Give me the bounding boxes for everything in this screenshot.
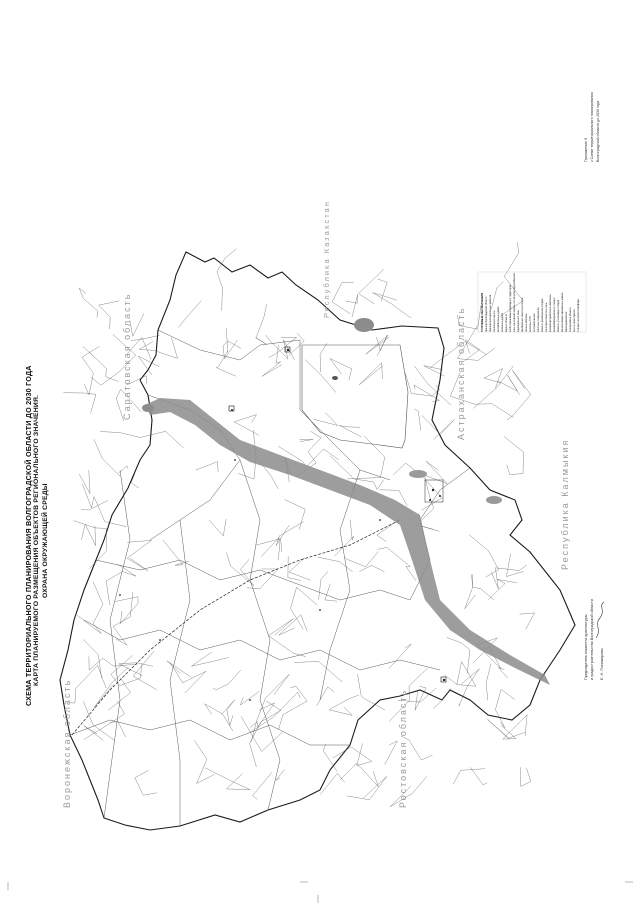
road-segment <box>131 335 160 340</box>
road-segment <box>213 670 241 690</box>
legend-item: объекты размещения отходов <box>541 298 544 332</box>
road-segment <box>192 652 229 666</box>
road-segment <box>261 538 279 561</box>
road-segment <box>253 772 273 799</box>
road-segment <box>333 743 372 765</box>
road-segment <box>319 571 329 599</box>
road-segment <box>226 328 227 352</box>
legend-item: берегоукрепление <box>565 311 568 332</box>
road-segment <box>63 393 96 414</box>
road-segment <box>234 415 259 436</box>
legend-item: мусороперегрузочные станции <box>553 297 556 332</box>
road-segment <box>266 335 295 360</box>
legend-item: полигоны ТБО <box>529 315 532 332</box>
road-segment <box>222 700 235 726</box>
legend-item: пункты мониторинга <box>573 309 576 332</box>
road-segment <box>465 574 476 608</box>
road-segment <box>110 722 126 737</box>
legend-item: населенные пункты <box>493 310 496 332</box>
legend-item: лесные массивы <box>525 313 528 332</box>
legend-item: автомобильные дороги <box>497 306 500 332</box>
road-segment <box>385 741 398 765</box>
appendix-line-2: к Схеме территориального планирования <box>590 92 594 162</box>
road-segment <box>113 592 133 645</box>
lake-small-4 <box>142 404 154 412</box>
road-segment <box>359 363 382 385</box>
legend-item: граница Волгоградской области <box>485 296 488 332</box>
legend-item: зоны санитарной охраны источников водоснабжения <box>513 273 516 332</box>
road-segment <box>359 269 384 304</box>
road-segment <box>205 704 233 731</box>
legend-item: очистные сооружения <box>537 307 540 332</box>
road-segment <box>269 337 297 357</box>
road-segment <box>506 553 524 576</box>
road-segment <box>170 663 206 693</box>
neighbor-label-kazakhstan: Республика Казахстан <box>322 200 331 318</box>
road-segment <box>84 726 104 741</box>
road-segment <box>471 767 488 785</box>
road-segment <box>77 582 103 634</box>
appendix-line-3: Волгоградской области до 2030 года <box>596 100 600 162</box>
road-segment <box>285 500 306 530</box>
road-segment <box>250 701 281 767</box>
road-segment <box>492 565 527 589</box>
road-segment <box>106 564 136 605</box>
road-segment <box>94 667 129 708</box>
road-segment <box>79 288 98 318</box>
road-segment <box>360 565 385 571</box>
road-segment <box>323 744 337 772</box>
road-segment <box>279 687 308 730</box>
road-segment <box>133 651 157 690</box>
road-segment <box>217 249 237 311</box>
road-segment <box>347 776 387 799</box>
road-segment <box>453 769 485 784</box>
road-segment <box>499 668 508 679</box>
appendix-line-1: Приложение 9 <box>584 137 588 162</box>
road-segment <box>414 366 451 405</box>
road-segment <box>289 558 311 581</box>
road-segment <box>314 413 338 426</box>
railway-line <box>72 520 400 735</box>
road-segment <box>276 522 304 546</box>
road-segment <box>507 370 531 420</box>
legend-item: граница муниципальных районов <box>489 294 492 332</box>
road-segment <box>84 702 125 740</box>
road-segment <box>378 279 387 302</box>
legend-item: особо охраняемые природные территории <box>509 284 512 332</box>
crop-marks <box>8 882 633 903</box>
road-segment <box>340 763 378 787</box>
road-segment <box>196 462 218 472</box>
road-segment <box>223 340 241 359</box>
lake-small-3 <box>332 376 338 380</box>
road-segment <box>390 777 427 807</box>
road-segment <box>240 691 259 705</box>
map-title-line-1: СХЕМА ТЕРРИТОРИАЛЬНОГО ПЛАНИРОВАНИЯ ВОЛГОГРАДСКОЙ ОБЛАСТИ ДО 2030 ГОДА <box>24 365 33 706</box>
road-segment <box>119 663 153 676</box>
road-segment <box>358 674 386 710</box>
road-segment <box>521 767 531 786</box>
neighbor-label-astrakhan: Астраханская область <box>456 306 466 440</box>
road-segment <box>373 293 411 319</box>
road-segment <box>498 375 520 395</box>
legend-item: прибрежные защитные полосы <box>521 297 524 332</box>
road-segment <box>347 436 385 479</box>
road-segment <box>139 338 178 359</box>
signature-scribble <box>592 600 622 640</box>
legend-item: железные дороги <box>501 312 504 332</box>
legend-item: водные объекты <box>505 313 508 332</box>
map-title-line-3: ОХРАНА ОКРУЖАЮЩЕЙ СРЕДЫ <box>42 483 49 598</box>
road-segment <box>115 597 138 624</box>
road-segment <box>486 663 491 700</box>
legend-item: станции контроля атмосферы <box>577 298 580 332</box>
road-segment <box>300 440 313 442</box>
lake-elton <box>354 318 374 332</box>
road-segment <box>226 553 254 586</box>
signature-line-2: и градостроительства Волгоградской области <box>590 599 594 680</box>
region-boundary <box>60 252 575 830</box>
road-segment <box>320 343 327 372</box>
road-segment <box>344 552 378 567</box>
road-segment <box>81 500 108 510</box>
legend-item: мусоросортировочные комплексы <box>549 294 552 332</box>
road-segment <box>520 613 535 630</box>
legend-item: санитарно-защитные зоны <box>545 302 548 332</box>
road-segment <box>205 768 250 790</box>
road-segment <box>131 474 139 488</box>
road-segment <box>447 637 470 673</box>
road-segment <box>332 282 353 314</box>
road-segment <box>279 615 307 636</box>
road-segment <box>83 484 127 526</box>
road-segment <box>389 644 412 669</box>
neighbor-label-kalmykia: Республика Калмыкия <box>560 438 570 570</box>
steppe-block <box>302 345 408 448</box>
road-segment <box>339 425 361 437</box>
road-segment <box>255 304 267 344</box>
road-segment <box>135 770 157 795</box>
neighbor-label-saratov: Саратовская область <box>122 292 132 420</box>
road-segment <box>389 668 427 721</box>
neighbor-label-rostov: Ростовская область <box>398 688 408 808</box>
road-segment <box>179 301 202 328</box>
road-segment <box>320 773 344 794</box>
legend-item: водоохранные зоны <box>517 309 520 332</box>
road-segment <box>345 295 357 318</box>
legend-item: рекультивация нарушенных земель <box>561 292 564 332</box>
road-segment <box>127 540 151 570</box>
road-segment <box>484 369 502 389</box>
road-segment <box>294 661 342 682</box>
legend-item: скотомогильники <box>533 313 536 332</box>
road-segment <box>335 520 354 556</box>
road-segment <box>471 574 494 600</box>
road-segment <box>100 431 183 448</box>
road-segment <box>329 695 359 715</box>
road-segment <box>469 535 498 577</box>
road-segment <box>291 587 318 629</box>
lake-small-2 <box>486 496 502 504</box>
legend-item: объекты утилизации отходов <box>557 299 560 332</box>
road-segment <box>422 415 455 439</box>
neighbor-label-voronezh: Воронежская область <box>62 678 72 808</box>
road-segment <box>138 356 159 375</box>
road-segment <box>489 579 517 599</box>
signature-name: Е. Н. Пономарева <box>600 648 604 680</box>
legend-title: УСЛОВНЫЕ ОБОЗНАЧЕНИЯ <box>480 292 484 332</box>
road-segment <box>99 301 119 329</box>
signature-line-1: Председатель комитета архитектуры <box>584 614 588 680</box>
road-segment <box>111 655 142 685</box>
lake-small-1 <box>409 470 427 478</box>
road-segment <box>209 519 226 536</box>
road-segment <box>83 639 101 678</box>
legend-item: планируемые объекты <box>569 306 572 332</box>
road-segment <box>504 436 523 474</box>
road-segment <box>325 584 337 602</box>
road-segment <box>445 662 477 687</box>
road-segment <box>495 689 514 728</box>
road-segment <box>414 409 421 430</box>
road-segment <box>288 557 301 581</box>
road-segment <box>317 687 335 706</box>
map-title-line-2: КАРТА ПЛАНИРУЕМОГО РАЗМЕЩЕНИЯ ОБЪЕКТОВ РЕГИОНАЛЬНОГО ЗНАЧЕНИЯ. <box>33 394 40 686</box>
road-segment <box>94 439 120 476</box>
road-segment <box>473 366 513 408</box>
road-segment <box>194 740 214 783</box>
road-segment <box>250 703 274 728</box>
road-segment <box>119 466 129 473</box>
road-segment <box>83 701 114 740</box>
